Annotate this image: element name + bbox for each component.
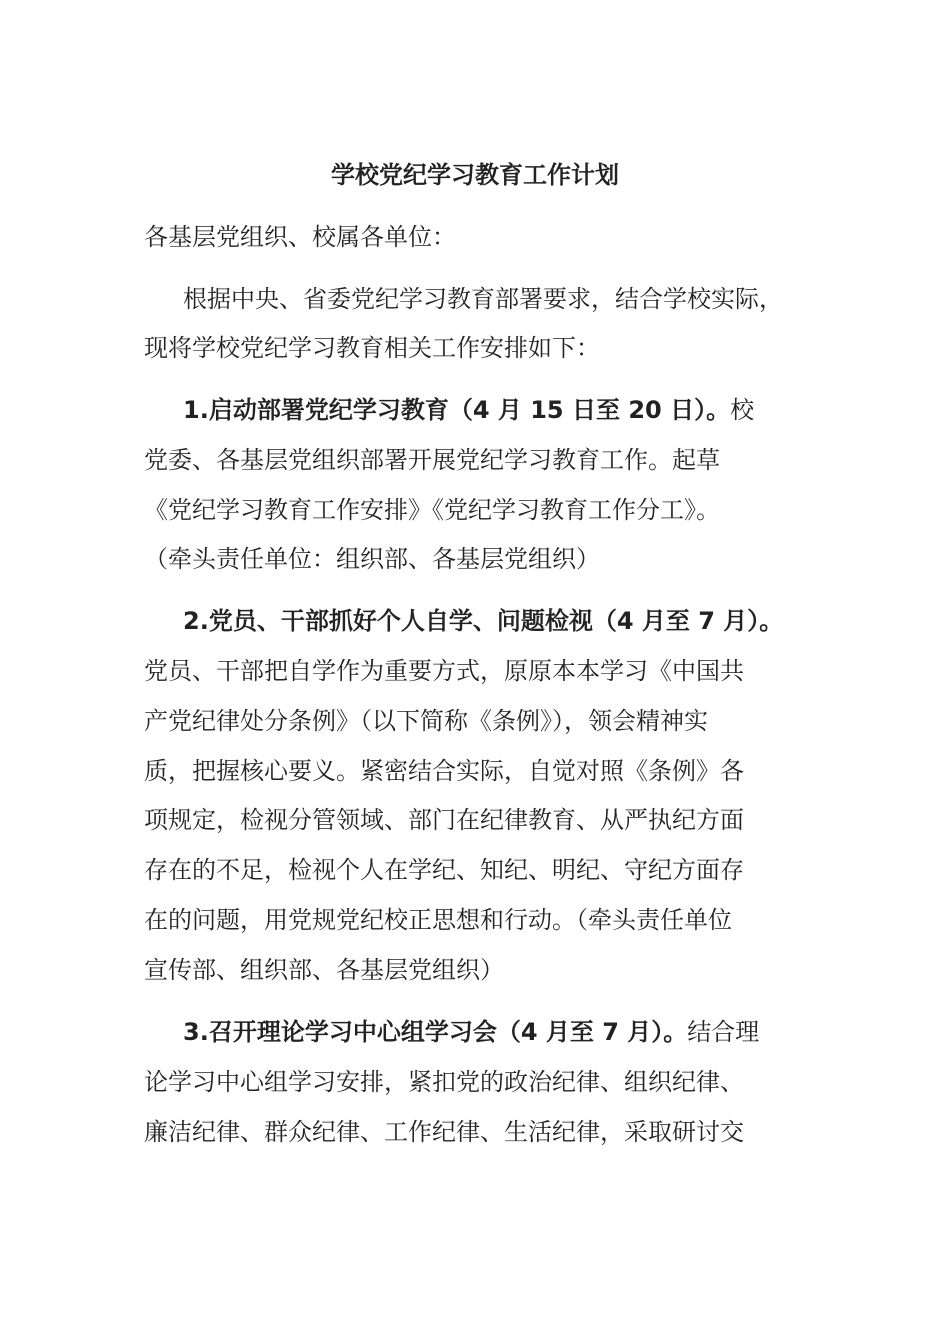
item-2-line: 质，把握核心要义。紧密结合实际，自觉对照《条例》各 xyxy=(144,757,744,785)
item-1-first-line xyxy=(183,393,754,427)
item-2-line: 项规定，检视分管领域、部门在纪律教育、从严执纪方面 xyxy=(144,806,744,834)
item-2-line: 产党纪律处分条例》（以下简称《条例》），领会精神实 xyxy=(144,707,708,735)
item-1-line: （牵头责任单位：组织部、各基层党组织） xyxy=(144,545,600,573)
intro-line-2: 现将学校党纪学习教育相关工作安排如下： xyxy=(144,334,600,362)
intro-line-1: 根据中央、省委党纪学习教育部署要求，结合学校实际， xyxy=(183,285,783,313)
item-2-line: 在的问题，用党规党纪校正思想和行动。（牵头责任单位 xyxy=(144,906,732,934)
document-title: 学校党纪学习教育工作计划 xyxy=(331,161,619,189)
salutation: 各基层党组织、校属各单位： xyxy=(144,223,456,251)
item-2-line: 党员、干部把自学作为重要方式，原原本本学习《中国共 xyxy=(144,657,744,685)
item-1-line: 《党纪学习教育工作安排》《党纪学习教育工作分工》。 xyxy=(144,496,720,524)
item-3-first-line xyxy=(183,1015,759,1049)
item-2-first-line xyxy=(183,604,783,638)
item-2-line: 存在的不足，检视个人在学纪、知纪、明纪、守纪方面存 xyxy=(144,856,744,884)
item-1-first-line-text: 校 xyxy=(730,396,755,424)
item-3-heading: 3.召开理论学习中心组学习会（4 月至 7 月）。 xyxy=(183,1018,688,1046)
item-1-heading: 1.启动部署党纪学习教育（4 月 15 日至 20 日）。 xyxy=(183,396,731,424)
item-1-line: 党委、各基层党组织部署开展党纪学习教育工作。起草 xyxy=(144,446,720,474)
item-3-line: 廉洁纪律、群众纪律、工作纪律、生活纪律，采取研讨交 xyxy=(144,1118,744,1146)
item-3-line: 论学习中心组学习安排，紧扣党的政治纪律、组织纪律、 xyxy=(144,1068,744,1096)
item-2-heading: 2.党员、干部抓好个人自学、问题检视（4 月至 7 月）。 xyxy=(183,607,784,635)
item-3-first-line-text: 结合理 xyxy=(687,1018,760,1046)
item-2-line: 宣传部、组织部、各基层党组织） xyxy=(144,956,504,984)
